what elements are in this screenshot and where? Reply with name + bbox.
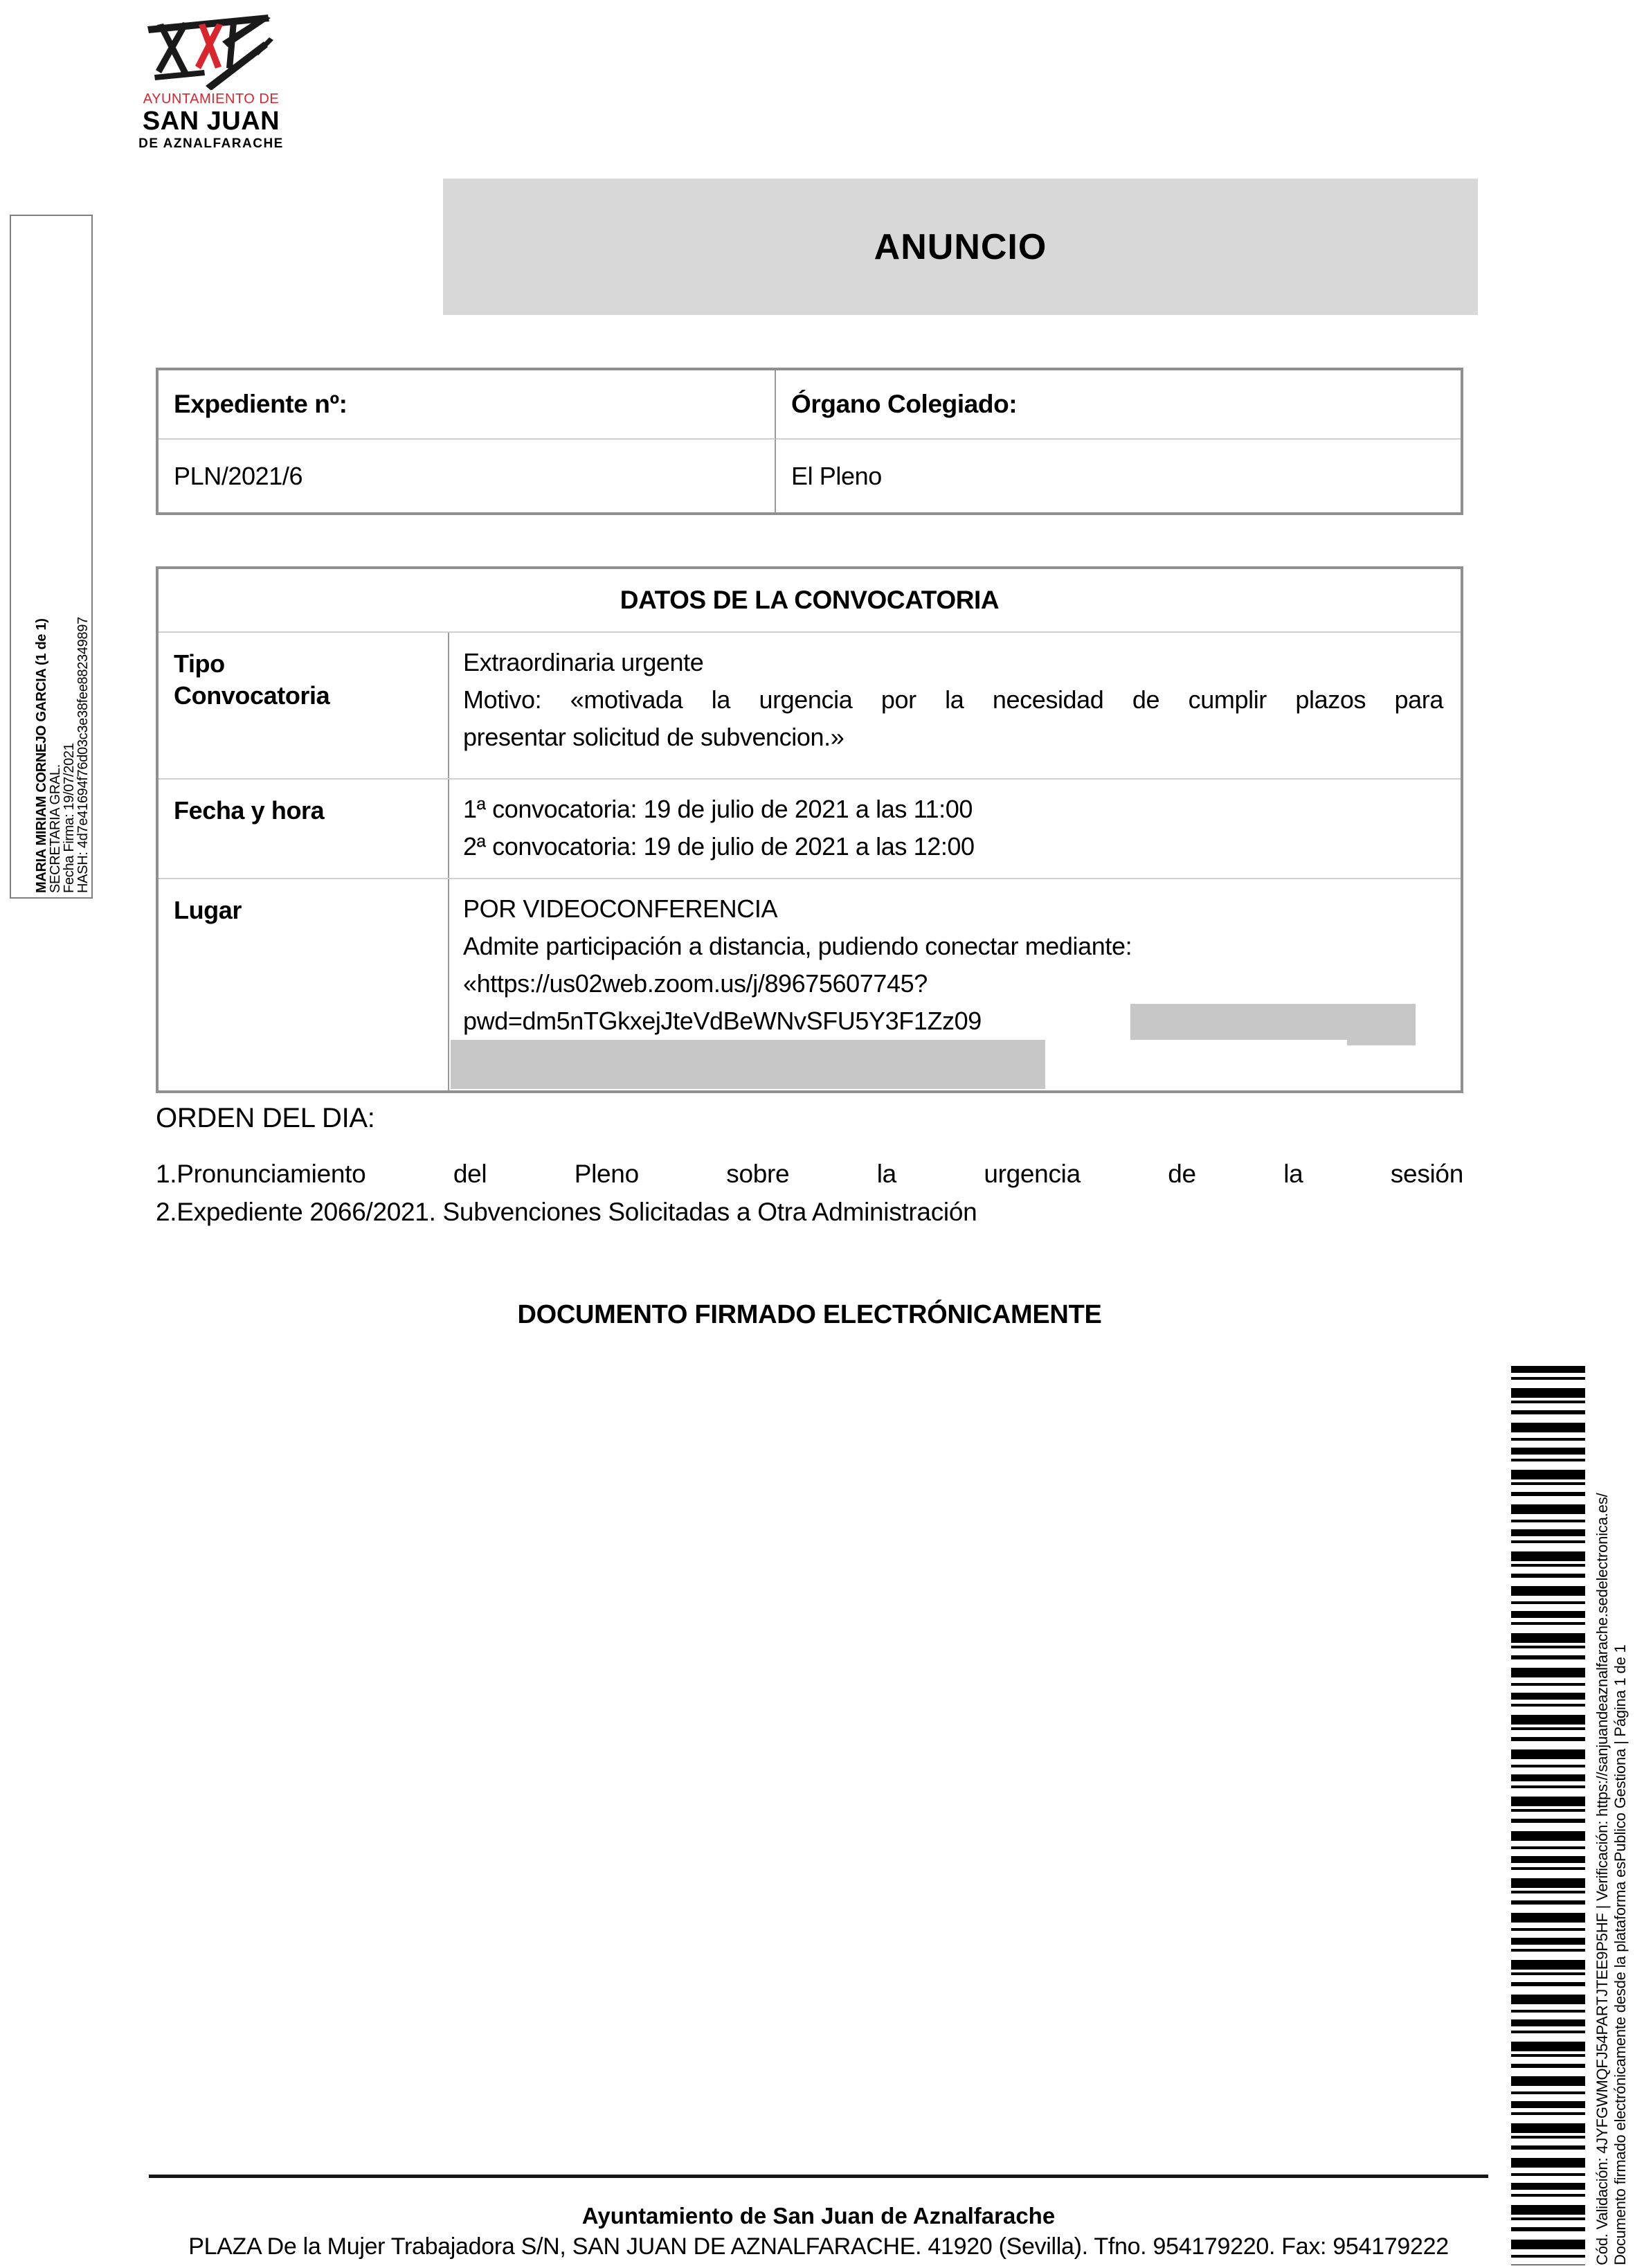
barcode-icon [1511,1366,1585,2265]
redaction-box [451,1040,1045,1089]
footer-divider [149,2175,1488,2178]
expediente-header: Expediente nº: [159,370,776,440]
videoconference-url-pwd: pwd=dm5nTGkxejJteVdBeWNvSFU5Y3F1Zz09 [463,1007,982,1035]
electronic-signature-notice: DOCUMENTO FIRMADO ELECTRÓNICAMENTE [517,1300,1102,1329]
row-label-lugar: Lugar [159,879,449,1090]
logo-text-line2: SAN JUAN [142,107,280,136]
footer-organization: Ayuntamiento de San Juan de Aznalfarache [581,2203,1056,2229]
logo-text-line1: AYUNTAMIENTO DE [143,91,280,107]
agenda-item-2: 2.Expediente 2066/2021. Subvenciones Solicitadas a Otra Administración [156,1198,977,1226]
signature-stamp-text [35,547,93,893]
footer-address: PLAZA De la Mujer Trabajadora S/N, SAN JUAN DE AZNALFARACHE. 41920 (Sevilla). Tfno. 954179220. Fax: 954179222 [188,2233,1449,2260]
page-title: ANUNCIO [874,226,1047,267]
videoconference-url: «https://us02web.zoom.us/j/89675607745? [463,969,928,998]
expediente-table [156,368,1463,515]
fecha-line: 1ª convocatoria: 19 de julio de 2021 a las 11:00 [463,795,973,823]
redaction-box [1347,1038,1416,1045]
announcement-banner [443,179,1478,315]
platform-page-line: Documento firmado electrónicamente desde la plataforma esPublico Gestiona | Página 1 de 1 [1611,1644,1629,2265]
signature-date: Fecha Firma: 19/07/2021 [62,743,77,893]
row-value-fecha [449,780,1461,878]
redaction-box [1130,1004,1416,1040]
row-label-tipo: Tipo Convocatoria [159,633,449,778]
signer-role: SECRETARIA GRAL. [48,764,63,893]
agenda-heading: ORDEN DEL DIA: [156,1103,375,1133]
table-row-fecha [159,780,1461,879]
logo-text-line3: DE AZNALFARACHE [138,136,284,151]
organo-header: Órgano Colegiado: [776,370,1461,440]
lugar-line: Admite participación a distancia, pudiendo conectar mediante: [463,932,1132,960]
tipo-line: Motivo: «motivada la urgencia por la necesidad de cumplir plazos para [463,685,1443,714]
tipo-line: presentar solicitud de subvencion.» [463,723,844,751]
city-logo [137,6,285,152]
row-label-fecha: Fecha y hora [159,780,449,878]
expediente-value: PLN/2021/6 [159,440,776,512]
signature-hash: HASH: 4d7e41694f76d03c3e38fee882349897 [75,617,91,893]
organo-value: El Pleno [791,461,882,490]
lugar-line: POR VIDEOCONFERENCIA [463,894,778,923]
agenda-item-1: 1.Pronunciamiento del Pleno sobre la urgencia de la sesión [156,1160,1463,1188]
table-row-tipo [159,633,1461,780]
signer-name: MARIA MIRIAM CORNEJO GARCIA (1 de 1) [34,618,49,893]
convocatoria-table-title: DATOS DE LA CONVOCATORIA [159,569,1461,633]
row-value-tipo [449,633,1461,778]
tipo-line: Extraordinaria urgente [463,648,704,676]
validation-sidebar-text [1593,1360,1630,2265]
agenda-list [156,1155,1463,1231]
logo-xxi-mark-icon [142,6,280,90]
fecha-line: 2ª convocatoria: 19 de julio de 2021 a las 12:00 [463,832,975,861]
validation-code-line: Cód. Validación: 4JYFGWMQFJ54PARTJTEE9P5HF | Verificación: https://sanjuandeaznalfarache.sedelectronica.es/ [1593,1493,1611,2265]
